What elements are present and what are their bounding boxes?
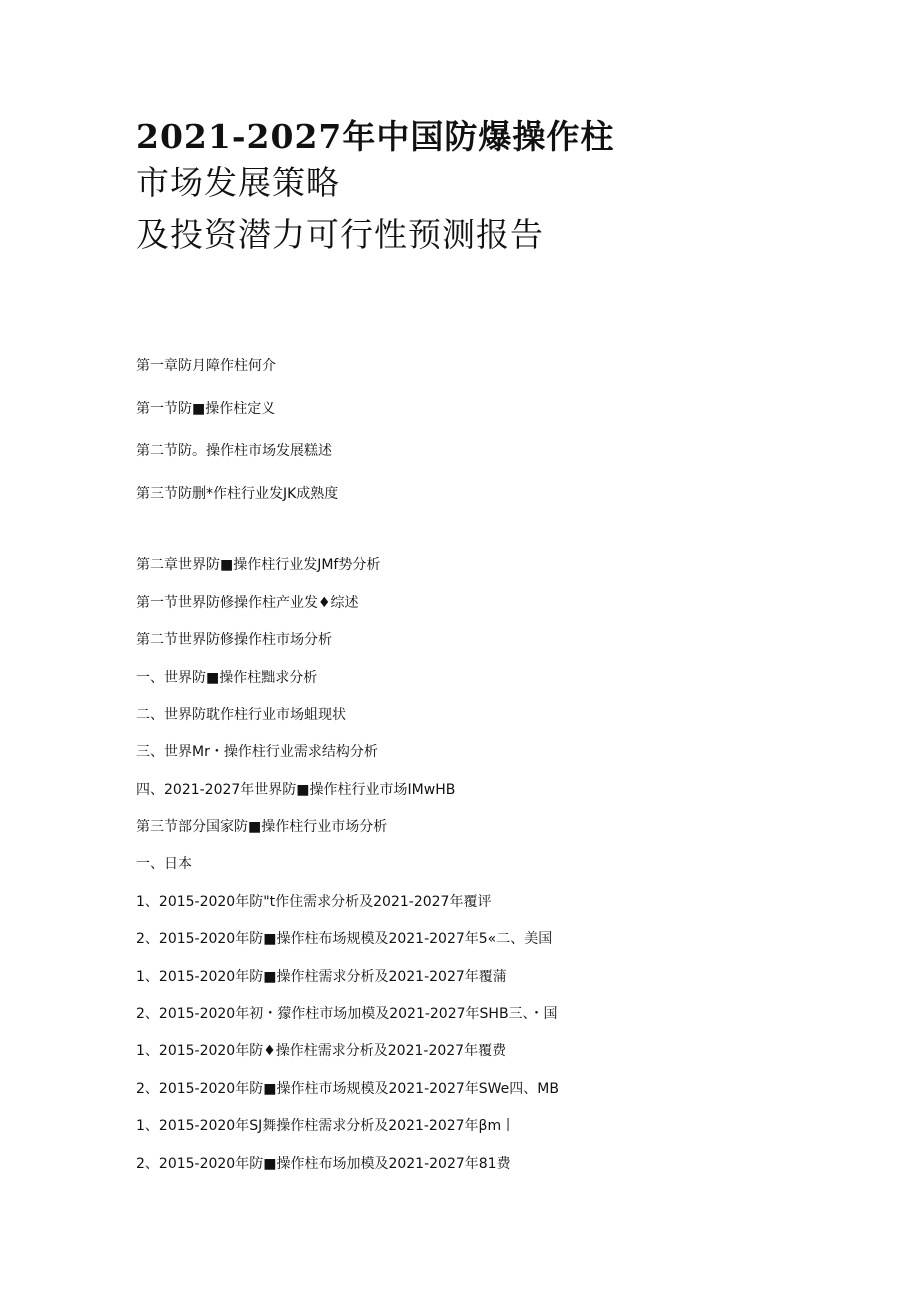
- toc-item: 1、2015-2020年防"t作住需求分析及2021-2027年覆评: [136, 894, 492, 910]
- toc-section: 第三节防删*作柱行业发JK成熟度: [136, 486, 339, 502]
- toc-section: 第三节部分国家防■操作柱行业市场分析: [136, 819, 388, 835]
- toc-chapter-2: 第二章世界防■操作柱行业发JMf势分析: [136, 557, 381, 573]
- toc-subsection: 二、世界防耽作柱行业市场蛆现状: [136, 707, 346, 723]
- title-line-1: 2021-2027年中国防爆操作柱: [136, 117, 615, 156]
- toc-section: 第一节防■操作柱定义: [136, 401, 276, 417]
- toc-item: 1、2015-2020年防■操作柱需求分析及2021-2027年覆蒲: [136, 969, 507, 985]
- toc-item: 2、2015-2020年防■操作柱市场规模及2021-2027年SWe四、MB: [136, 1081, 559, 1097]
- toc-chapter-1: 第一章防月障作柱何介: [136, 358, 276, 374]
- toc-subsection: 四、2021-2027年世界防■操作柱行业市场IMwHB: [136, 782, 456, 798]
- toc-item: 2、2015-2020年防■操作柱布场加模及2021-2027年81费: [136, 1156, 511, 1172]
- toc-section: 第二节防。操作柱市场发展糕述: [136, 443, 332, 459]
- toc-subsection: 三、世界Mr・操作柱行业需求结构分析: [136, 744, 378, 760]
- toc-subsection: 一、世界防■操作柱黜求分析: [136, 670, 318, 686]
- toc-item: 2、2015-2020年初・獴作柱市场加模及2021-2027年SHB三、・国: [136, 1006, 558, 1022]
- toc-section: 第二节世界防修操作柱市场分析: [136, 632, 332, 648]
- toc-subsection: 一、日本: [136, 856, 192, 872]
- toc-item: 1、2015-2020年防♦操作柱需求分析及2021-2027年覆费: [136, 1043, 507, 1059]
- toc-item: 2、2015-2020年防■操作柱布场规模及2021-2027年5«二、美国: [136, 931, 553, 947]
- title-line-3: 及投资潜力可行性预测报告: [136, 215, 544, 254]
- title-line-2: 市场发展策略: [136, 163, 340, 202]
- toc-item: 1、2015-2020年SJ舞操作柱需求分析及2021-2027年βm丨: [136, 1118, 516, 1134]
- toc-section: 第一节世界防修操作柱产业发♦综述: [136, 595, 359, 611]
- report-title: [136, 114, 836, 258]
